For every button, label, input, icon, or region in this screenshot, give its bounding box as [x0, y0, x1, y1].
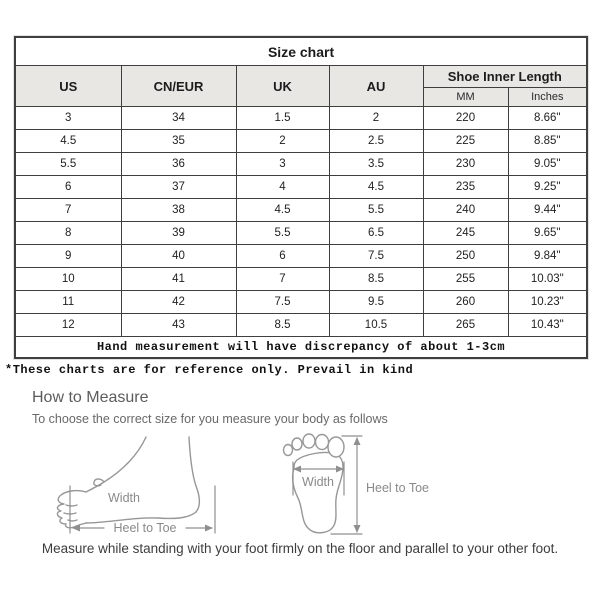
size-chart-cell: 9.05"	[508, 153, 587, 176]
size-chart-cell: 4	[236, 176, 329, 199]
size-chart-cell: 37	[121, 176, 236, 199]
size-chart-cell: 250	[423, 245, 508, 268]
size-chart-cell: 4.5	[15, 130, 121, 153]
size-chart-cell: 225	[423, 130, 508, 153]
size-chart-cell: 2	[236, 130, 329, 153]
size-chart-cell: 8.85"	[508, 130, 587, 153]
size-chart-cell: 3	[15, 107, 121, 130]
size-chart-cell: 7.5	[329, 245, 423, 268]
side-view-heel-to-toe-label: Heel to Toe	[113, 521, 177, 535]
size-chart-cell: 4.5	[236, 199, 329, 222]
measure-instruction-caption: Measure while standing with your foot firmly on the floor and parallel to your other foot.	[41, 541, 559, 556]
size-chart-cell: 2.5	[329, 130, 423, 153]
size-chart-cell: 43	[121, 314, 236, 337]
size-chart-cell: 6	[15, 176, 121, 199]
size-chart-cell: 7	[15, 199, 121, 222]
size-chart-cell: 7	[236, 268, 329, 291]
size-chart-cell: 5.5	[15, 153, 121, 176]
size-chart-cell: 10.03"	[508, 268, 587, 291]
size-chart-cell: 36	[121, 153, 236, 176]
size-chart-row	[15, 222, 587, 245]
size-chart-cell: 255	[423, 268, 508, 291]
size-chart-cell: 4.5	[329, 176, 423, 199]
size-chart-cell: 8	[15, 222, 121, 245]
size-chart-title-row	[15, 37, 587, 66]
size-chart-cell: 9.44"	[508, 199, 587, 222]
size-chart-cell: 7.5	[236, 291, 329, 314]
size-chart-table	[14, 36, 588, 359]
size-chart-header-row	[15, 66, 587, 88]
size-chart-cell: 1.5	[236, 107, 329, 130]
measurement-discrepancy-note: Hand measurement will have discrepancy of about 1-3cm	[15, 337, 587, 359]
column-header-uk: UK	[236, 66, 329, 107]
size-chart-cell: 2	[329, 107, 423, 130]
size-chart-row	[15, 314, 587, 337]
size-chart-row	[15, 107, 587, 130]
size-chart-row	[15, 291, 587, 314]
size-chart-cell: 5.5	[236, 222, 329, 245]
size-chart-cell: 240	[423, 199, 508, 222]
size-chart-cell: 12	[15, 314, 121, 337]
size-chart-cell: 260	[423, 291, 508, 314]
size-chart-cell: 5.5	[329, 199, 423, 222]
column-header-us: US	[15, 66, 121, 107]
size-chart-cell: 9.65"	[508, 222, 587, 245]
column-header-cn-eur: CN/EUR	[121, 66, 236, 107]
size-chart-cell: 40	[121, 245, 236, 268]
size-chart-footnote-row	[15, 337, 587, 359]
size-chart-cell: 9.25"	[508, 176, 587, 199]
size-chart-cell: 235	[423, 176, 508, 199]
size-chart-cell: 39	[121, 222, 236, 245]
column-header-au: AU	[329, 66, 423, 107]
size-chart-cell: 3	[236, 153, 329, 176]
size-chart-row	[15, 176, 587, 199]
side-view-width-label: Width	[108, 491, 140, 505]
reference-note: *These charts are for reference only. Prevail in kind	[5, 363, 414, 377]
size-chart-cell: 9	[15, 245, 121, 268]
size-chart-cell: 8.5	[236, 314, 329, 337]
size-chart-cell: 11	[15, 291, 121, 314]
how-to-measure-subtitle: To choose the correct size for you measure your body as follows	[32, 412, 388, 426]
size-chart-row	[15, 130, 587, 153]
size-chart-row	[15, 199, 587, 222]
size-chart-cell: 35	[121, 130, 236, 153]
size-chart-cell: 3.5	[329, 153, 423, 176]
size-chart-cell: 220	[423, 107, 508, 130]
size-chart-cell: 41	[121, 268, 236, 291]
size-chart-body	[15, 107, 587, 337]
column-header-shoe-inner-length: Shoe Inner Length	[423, 66, 587, 88]
column-header-inches: Inches	[508, 88, 587, 107]
top-view-width-label: Width	[302, 475, 334, 489]
size-chart-cell: 230	[423, 153, 508, 176]
size-chart-row	[15, 153, 587, 176]
size-chart-cell: 34	[121, 107, 236, 130]
size-chart-cell: 10.43"	[508, 314, 587, 337]
size-chart-cell: 6.5	[329, 222, 423, 245]
column-header-mm: MM	[423, 88, 508, 107]
size-chart-cell: 245	[423, 222, 508, 245]
size-chart-title: Size chart	[15, 37, 587, 66]
size-chart-cell: 9.5	[329, 291, 423, 314]
side-view-foot-sketch	[57, 437, 199, 528]
foot-measurement-diagram	[0, 428, 600, 540]
size-chart-row	[15, 245, 587, 268]
size-chart-cell: 38	[121, 199, 236, 222]
top-view-heel-to-toe-label: Heel to Toe	[366, 481, 430, 495]
size-chart-cell: 10.5	[329, 314, 423, 337]
size-chart-cell: 8.5	[329, 268, 423, 291]
how-to-measure-heading: How to Measure	[32, 389, 149, 406]
size-chart-cell: 10	[15, 268, 121, 291]
size-chart-cell: 42	[121, 291, 236, 314]
size-chart-cell: 9.84"	[508, 245, 587, 268]
size-chart-cell: 265	[423, 314, 508, 337]
size-chart-row	[15, 268, 587, 291]
size-chart-cell: 6	[236, 245, 329, 268]
size-chart-cell: 10.23"	[508, 291, 587, 314]
size-chart-cell: 8.66"	[508, 107, 587, 130]
